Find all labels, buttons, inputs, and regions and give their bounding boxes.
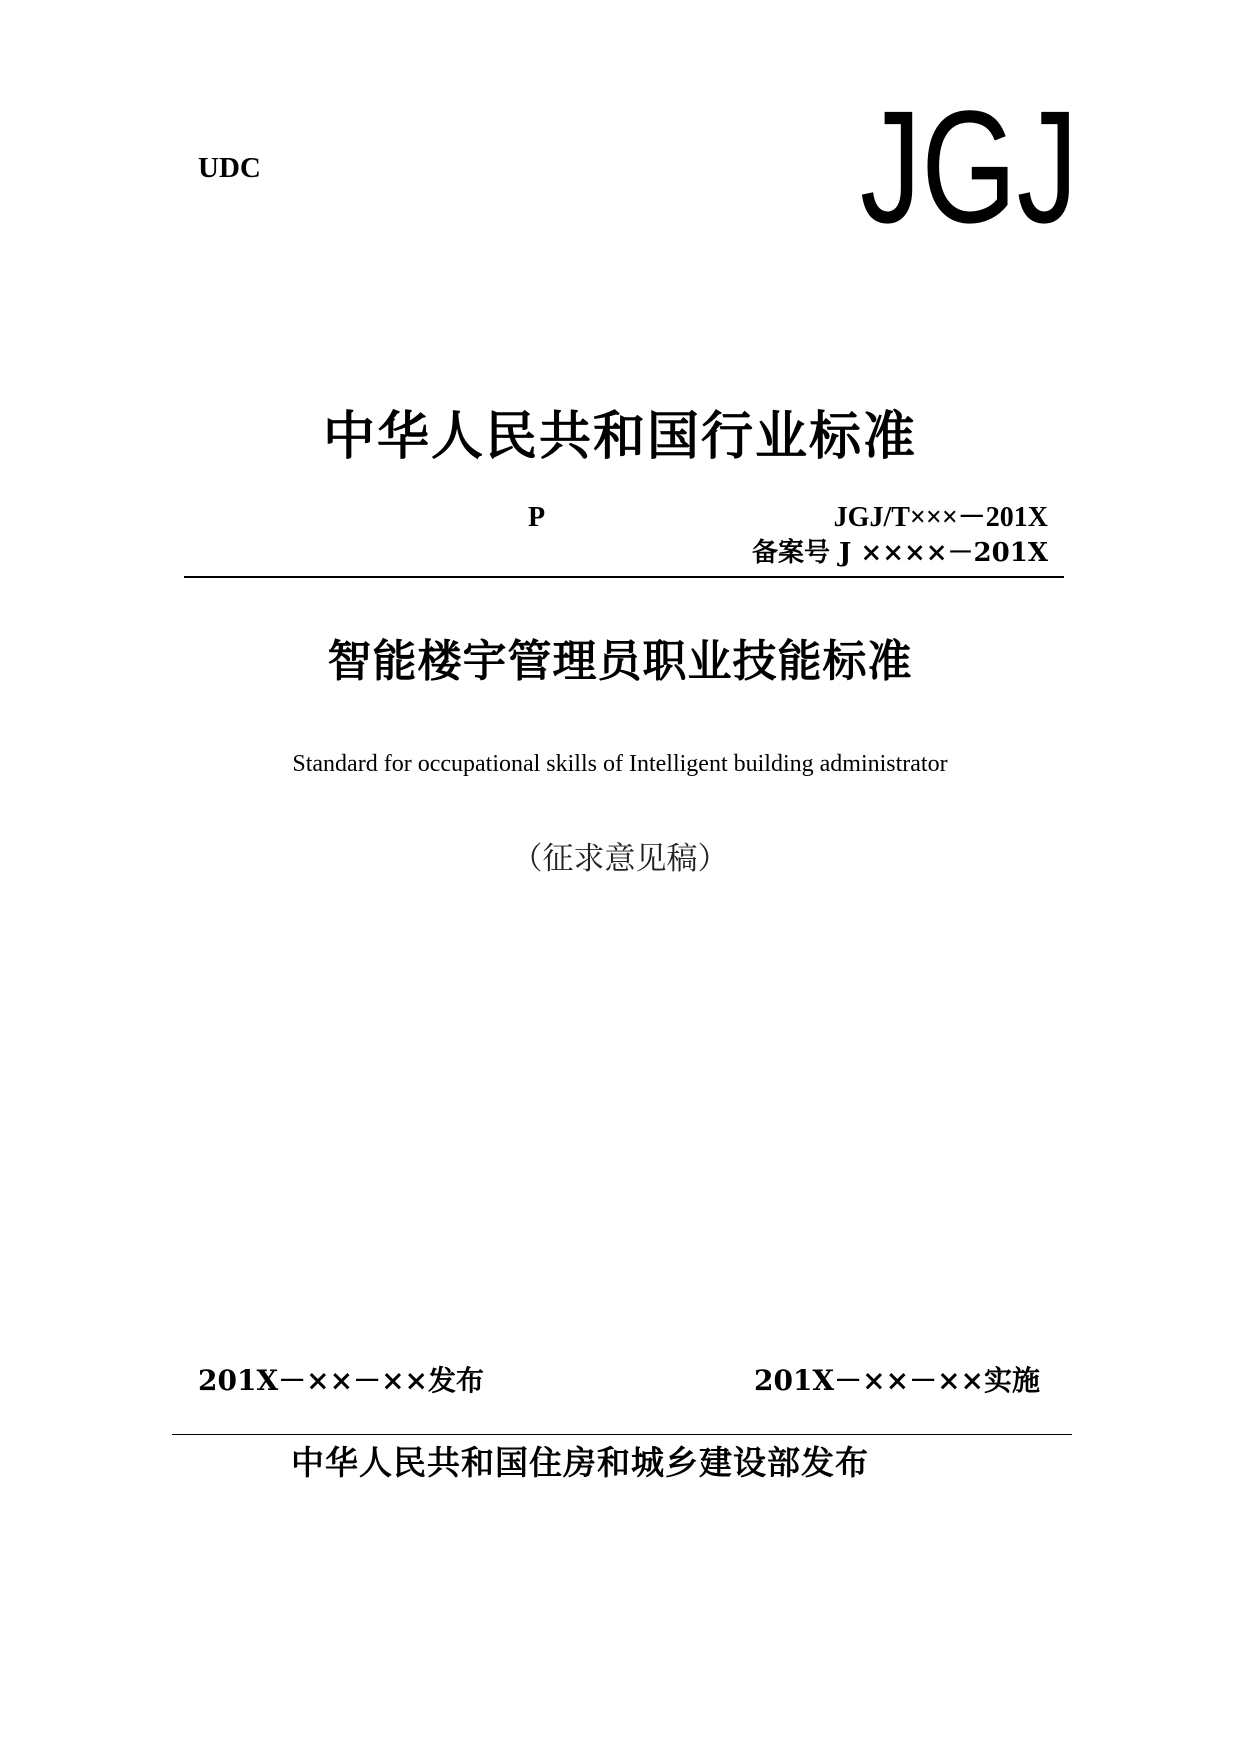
classification-code: P bbox=[528, 502, 546, 533]
draft-note: （征求意见稿） bbox=[511, 841, 729, 877]
jgj-logo bbox=[860, 70, 1100, 256]
footer-divider bbox=[172, 1434, 1072, 1435]
standard-title: 智能楼宇管理员职业技能标准 bbox=[327, 636, 913, 687]
record-number: 备案号 J ××××－201X bbox=[752, 538, 1048, 568]
standard-title-english: Standard for occupational skills of Intelligent building administrator bbox=[292, 751, 948, 777]
udc-label: UDC bbox=[198, 152, 261, 184]
publisher: 中华人民共和国住房和城乡建设部发布 bbox=[291, 1443, 869, 1482]
jgj-logo-text: JGJ bbox=[860, 77, 1078, 256]
main-title: 中华人民共和国行业标准 bbox=[322, 407, 917, 467]
implementation-date: 201X－××－××实施 bbox=[753, 1364, 1040, 1397]
issue-date: 201X－××－××发布 bbox=[198, 1364, 485, 1397]
standard-number: JGJ/T×××－201X bbox=[833, 502, 1048, 533]
header-divider bbox=[184, 576, 1064, 578]
